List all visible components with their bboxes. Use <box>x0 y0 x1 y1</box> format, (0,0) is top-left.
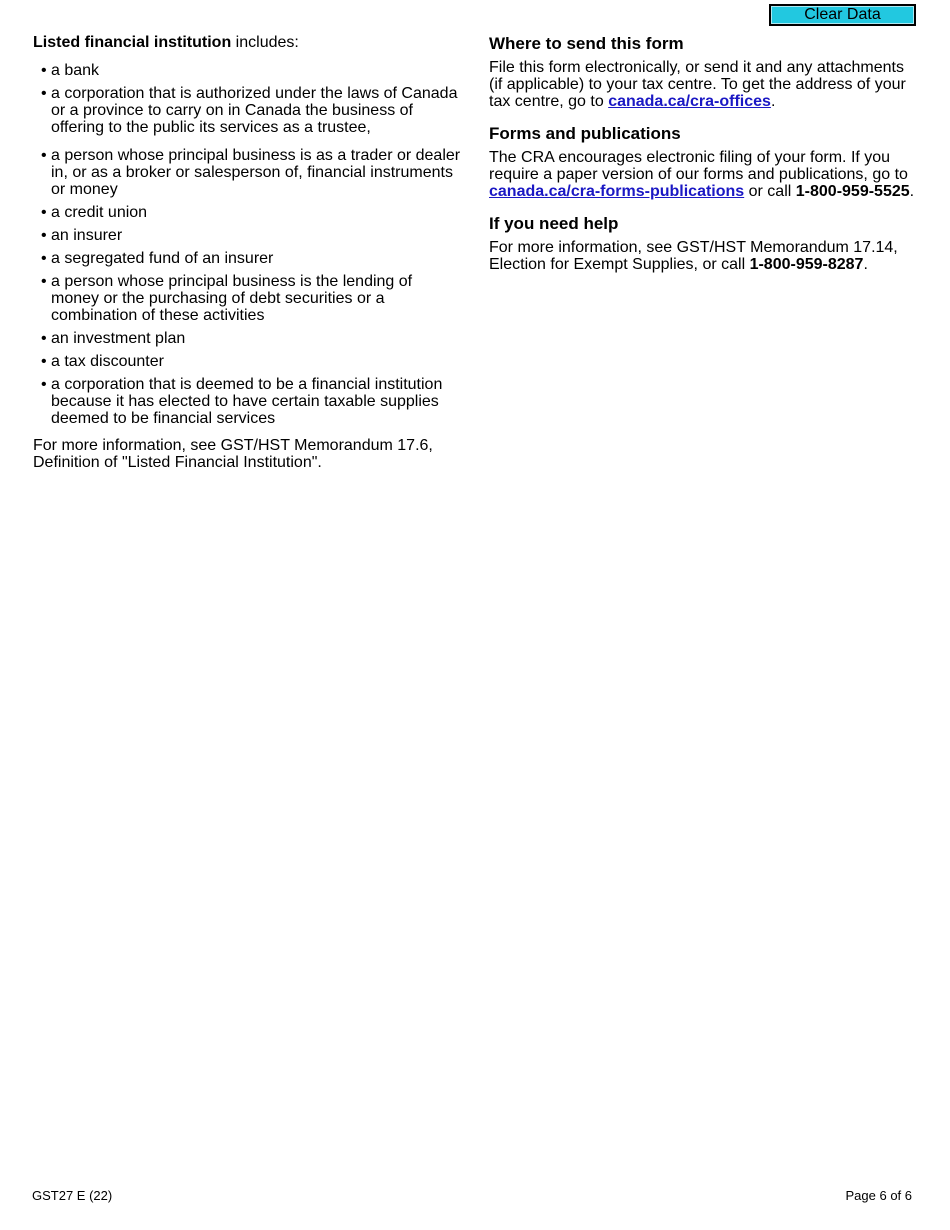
list-item: • a person whose principal business is as a trader or dealer in, or as a broker or salesperson of, financial instruments or money <box>33 147 463 198</box>
page-number: Page 6 of 6 <box>845 1188 912 1203</box>
list-item: • a tax discounter <box>33 353 463 370</box>
more-info-text: For more information, see GST/HST Memorandum 17.6, Definition of "Listed Financial Institution". <box>33 437 433 471</box>
list-item: • a bank <box>33 62 463 79</box>
forms-publications-text: The CRA encourages electronic filing of your form. If you require a paper version of our forms and publications, go to canada.ca/cra-forms-publications or call 1-800-959-5525. <box>489 149 915 200</box>
list-item: • a person whose principal business is the lending of money or the purchasing of debt securities or a combination of these activities <box>33 273 463 324</box>
help-phone-number: 1-800-959-8287 <box>749 256 864 273</box>
help-section <box>489 214 919 273</box>
forms-phone-number: 1-800-959-5525 <box>795 183 910 200</box>
list-item: • a credit union <box>33 204 463 221</box>
where-to-send-section <box>489 34 919 110</box>
help-heading: If you need help <box>489 214 619 233</box>
list-item: • a corporation that is deemed to be a financial institution because it has elected to have certain taxable supplies deemed to be financial services <box>33 376 463 427</box>
list-item: • an investment plan <box>33 330 463 347</box>
where-to-send-heading: Where to send this form <box>489 34 684 53</box>
list-item: • an insurer <box>33 227 463 244</box>
clear-data-button[interactable]: Clear Data <box>769 4 916 26</box>
right-column <box>489 34 919 287</box>
list-item: • a corporation that is authorized under the laws of Canada or a province to carry on in Canada the business of offering to the public its services as a trustee, <box>33 85 463 136</box>
listed-fi-intro: Listed financial institution includes: <box>33 34 299 51</box>
form-identifier: GST27 E (22) <box>32 1188 113 1203</box>
listed-fi-term: Listed financial institution <box>33 34 232 51</box>
forms-publications-heading: Forms and publications <box>489 124 681 143</box>
list-item: • a segregated fund of an insurer <box>33 250 463 267</box>
cra-forms-publications-link[interactable]: canada.ca/cra-forms-publications <box>489 183 745 200</box>
forms-publications-section <box>489 124 919 200</box>
where-to-send-text: File this form electronically, or send it and any attachments (if applicable) to your tax centre. To get the address of your tax centre, go to canada.ca/cra-offices. <box>489 59 906 110</box>
cra-offices-link[interactable]: canada.ca/cra-offices <box>608 93 771 110</box>
left-column <box>33 34 463 471</box>
help-text: For more information, see GST/HST Memorandum 17.14, Election for Exempt Supplies, or call 1-800-959-8287. <box>489 239 898 273</box>
listed-fi-list <box>33 62 463 427</box>
